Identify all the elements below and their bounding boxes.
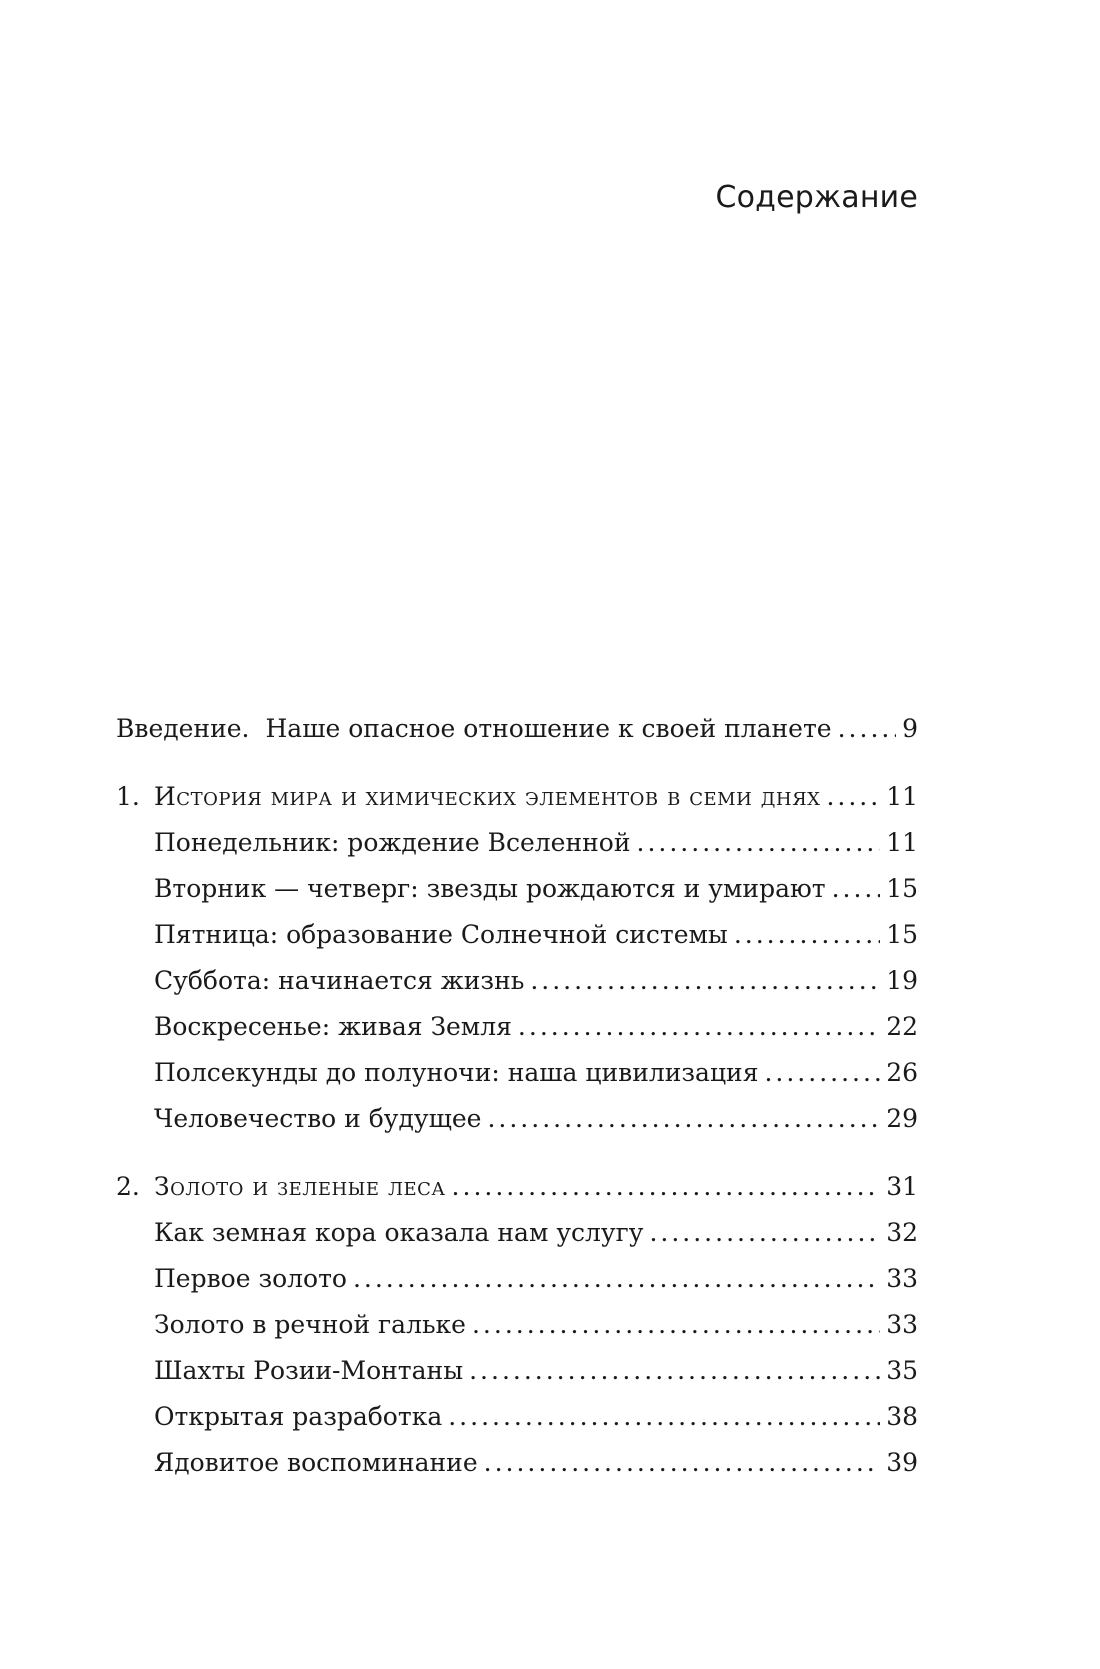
- section-label: Воскресенье: живая Земля: [154, 1012, 512, 1041]
- dot-leader: [472, 1302, 880, 1348]
- chapter-label: История мира и химических элементов в семи днях: [154, 782, 821, 811]
- dot-leader: [838, 706, 896, 752]
- page-number: 29: [886, 1104, 918, 1133]
- page-number: 22: [886, 1012, 918, 1041]
- toc-entry-section[interactable]: [116, 866, 918, 912]
- toc-entry-section[interactable]: [116, 1302, 918, 1348]
- dot-leader: [826, 774, 880, 820]
- section-label: Суббота: начинается жизнь: [154, 966, 525, 995]
- page-number: 31: [886, 1172, 918, 1201]
- page-number: 33: [886, 1264, 918, 1293]
- page-number: 39: [886, 1448, 918, 1477]
- dot-leader: [469, 1348, 880, 1394]
- dot-leader: [649, 1210, 880, 1256]
- toc-entry-section[interactable]: [116, 1256, 918, 1302]
- page-number: 9: [902, 714, 918, 743]
- dot-leader: [832, 866, 881, 912]
- section-label: Первое золото: [154, 1264, 347, 1293]
- intro-label: Наше опасное отношение к своей планете: [265, 714, 832, 743]
- chapter-label: Золото и зеленые леса: [154, 1172, 446, 1201]
- page-number: 33: [886, 1310, 918, 1339]
- toc-entry-section[interactable]: [116, 1394, 918, 1440]
- dot-leader: [448, 1394, 880, 1440]
- toc-entry-section[interactable]: [116, 1096, 918, 1142]
- chapter-number: 2.: [116, 1172, 140, 1201]
- section-label: Открытая разработка: [154, 1402, 443, 1431]
- toc-entry-section[interactable]: [116, 958, 918, 1004]
- dot-leader: [637, 820, 881, 866]
- dot-leader: [764, 1050, 880, 1096]
- toc-entry-section[interactable]: [116, 1440, 918, 1486]
- page-number: 32: [886, 1218, 918, 1247]
- dot-leader: [487, 1096, 880, 1142]
- intro-heading: Введение.: [116, 714, 250, 743]
- section-label: Человечество и будущее: [154, 1104, 482, 1133]
- section-label: Как земная кора оказала нам услугу: [154, 1218, 644, 1247]
- page-number: 19: [886, 966, 918, 995]
- section-label: Ядовитое воспоминание: [154, 1448, 478, 1477]
- toc-entry-section[interactable]: [116, 1210, 918, 1256]
- dot-leader: [734, 912, 880, 958]
- toc-entry-section[interactable]: [116, 1348, 918, 1394]
- section-label: Вторник — четверг: звезды рождаются и умирают: [154, 874, 826, 903]
- toc-entry-section[interactable]: [116, 1050, 918, 1096]
- toc-entry-section[interactable]: [116, 1004, 918, 1050]
- section-label: Золото в речной гальке: [154, 1310, 466, 1339]
- page-number: 11: [886, 828, 918, 857]
- page-number: 26: [886, 1058, 918, 1087]
- table-of-contents: [116, 706, 918, 1486]
- section-label: Шахты Розии-Монтаны: [154, 1356, 464, 1385]
- toc-entry-section[interactable]: [116, 820, 918, 866]
- page-number: 15: [886, 920, 918, 949]
- section-label: Полсекунды до полуночи: наша цивилизация: [154, 1058, 759, 1087]
- section-label: Пятница: образование Солнечной системы: [154, 920, 728, 949]
- dot-leader: [484, 1440, 881, 1486]
- toc-entry-section[interactable]: [116, 912, 918, 958]
- page-number: 35: [886, 1356, 918, 1385]
- toc-entry-intro[interactable]: [116, 706, 918, 752]
- toc-entry-chapter-1[interactable]: [116, 774, 918, 820]
- page-number: 38: [886, 1402, 918, 1431]
- dot-leader: [518, 1004, 880, 1050]
- page-title: Содержание: [715, 180, 918, 215]
- toc-entry-chapter-2[interactable]: [116, 1164, 918, 1210]
- page-number: 15: [886, 874, 918, 903]
- dot-leader: [353, 1256, 880, 1302]
- section-label: Понедельник: рождение Вселенной: [154, 828, 631, 857]
- chapter-number: 1.: [116, 782, 140, 811]
- dot-leader: [530, 958, 880, 1004]
- page-number: 11: [886, 782, 918, 811]
- dot-leader: [452, 1164, 881, 1210]
